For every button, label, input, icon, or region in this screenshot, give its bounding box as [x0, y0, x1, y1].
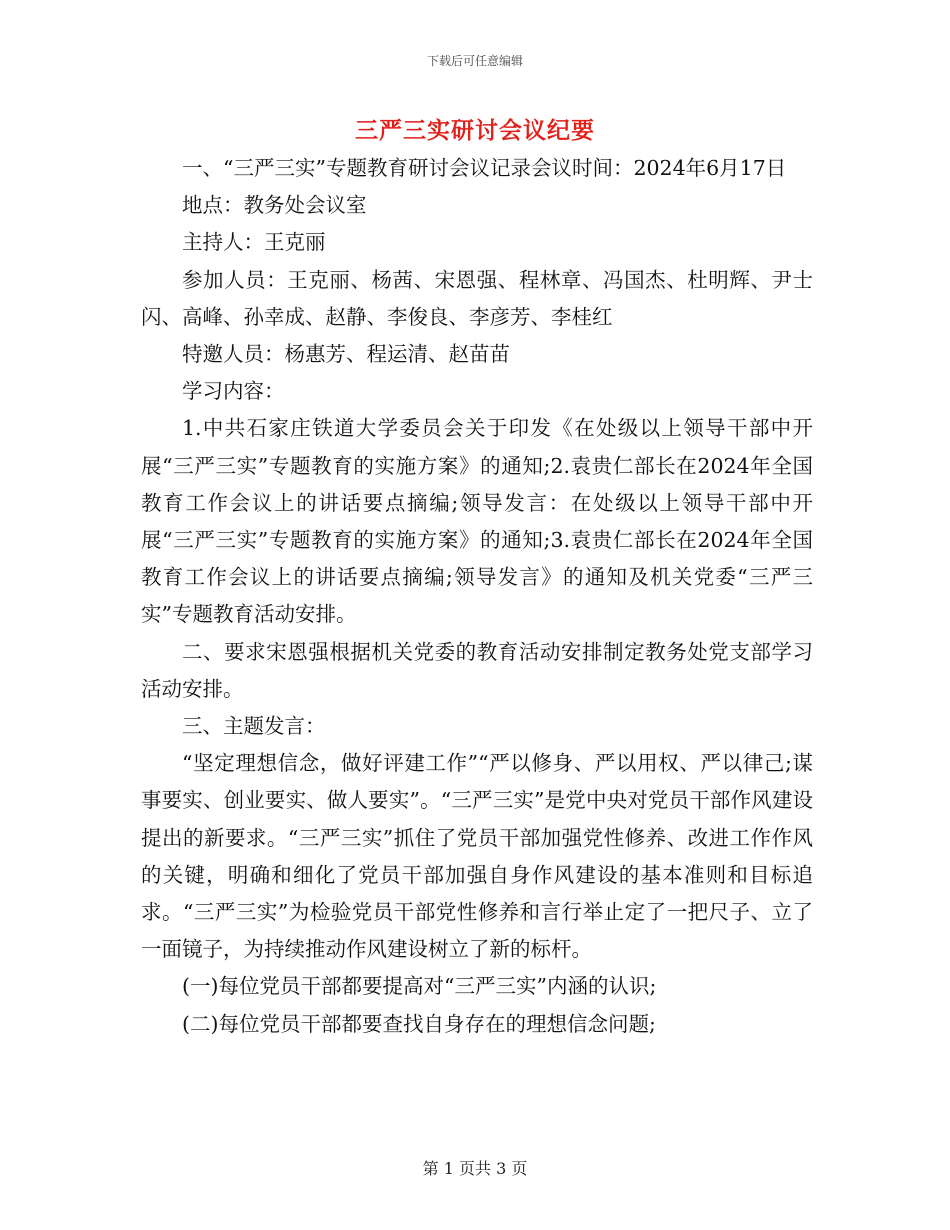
paragraph-section-two: 二、要求宋恩强根据机关党委的教育活动安排制定教务处党支部学习活动安排。 [141, 639, 813, 701]
paragraph-meeting-time: 一、“三严三实”专题教育研讨会议记录会议时间：2024年6月17日 [182, 156, 787, 180]
paragraph-location: 地点：教务处会议室 [182, 193, 367, 218]
page-header-note: 下载后可任意编辑 [426, 54, 523, 68]
document-body [141, 150, 813, 1043]
paragraph-section-three-heading: 三、主题发言： [182, 714, 326, 739]
page-number: 第 1 页共 3 页 [422, 1159, 528, 1178]
paragraph-host: 主持人：王克丽 [182, 230, 326, 255]
paragraph-study-content-label: 学习内容： [182, 379, 285, 404]
document-title: 三严三实研讨会议纪要 [355, 117, 595, 144]
paragraph-keynote: “坚定理想信念，做好评建工作”“严以修身、严以用权、严以律己;谋事要实、创业要实、做人要实”。“三严三实”是党中央对党员干部作风建设提出的新要求。“三严三实”抓住了党员干部加强党性修养、改进工作作风的关键，明确和细化了党员干部加强自身作风建设的基本准则和目标追求。“三严三实”为检验党员干部党性修养和言行举止定了一把尺子、立了一面镜子，为持续推动作风建设树立了新的标杆。 [141, 751, 813, 962]
paragraph-attendees: 参加人员：王克丽、杨茜、宋恩强、程林章、冯国杰、杜明辉、尹士闪、高峰、孙幸成、赵静、李俊良、李彦芳、李桂红 [141, 267, 813, 329]
paragraph-item-one: (一)每位党员干部都要提高对“三严三实”内涵的认识; [182, 974, 657, 999]
paragraph-item-two: (二)每位党员干部都要查找自身存在的理想信念问题; [182, 1011, 656, 1036]
paragraph-special-guests: 特邀人员：杨惠芳、程运清、赵苗苗 [182, 342, 510, 367]
paragraph-study-content: 1.中共石家庄铁道大学委员会关于印发《在处级以上领导干部中开展“三严三实”专题教育的实施方案》的通知;2.袁贵仁部长在2024年全国教育工作会议上的讲话要点摘编;领导发言：在处级以上领导干部中开展“三严三实”专题教育的实施方案》的通知;3.袁贵仁部长在2024年全国教育工作会议上的讲话要点摘编;领导发言》的通知及机关党委“三严三实”专题教育活动安排。 [141, 416, 813, 627]
